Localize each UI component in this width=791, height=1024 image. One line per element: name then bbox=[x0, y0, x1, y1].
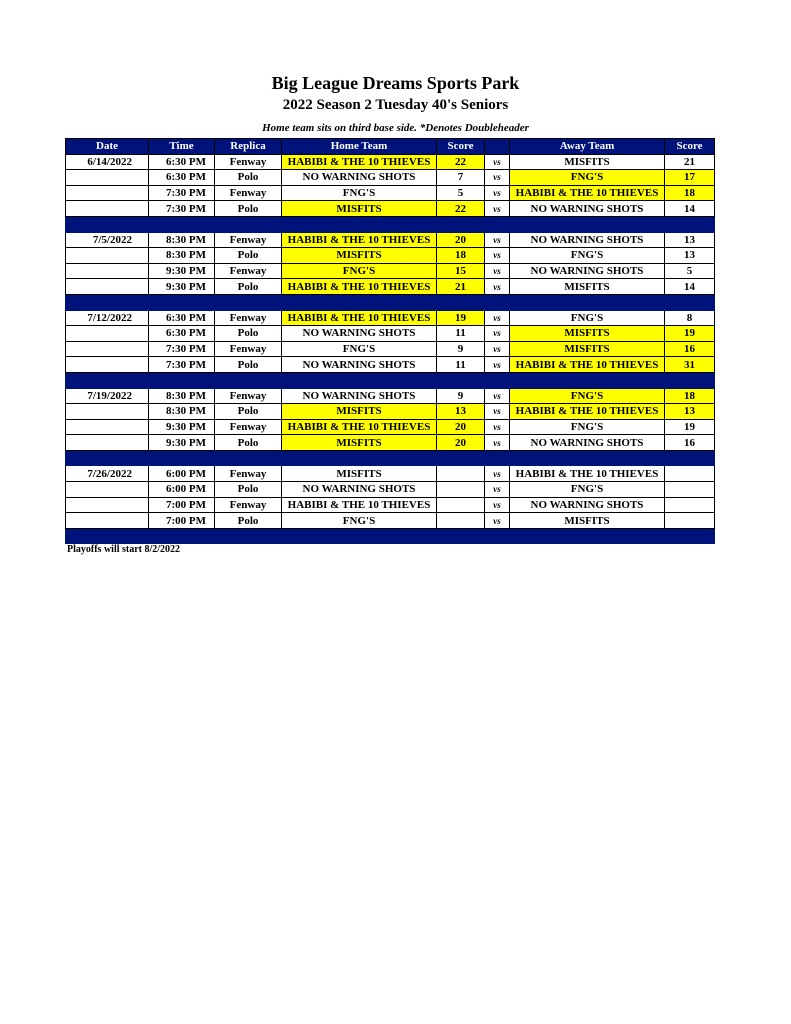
home-team: NO WARNING SHOTS bbox=[282, 170, 437, 186]
separator-cell bbox=[282, 372, 437, 388]
week-separator bbox=[66, 528, 715, 544]
game-time: 6:30 PM bbox=[149, 170, 215, 186]
away-score: 19 bbox=[665, 326, 715, 342]
game-time: 6:00 PM bbox=[149, 466, 215, 482]
game-replica: Polo bbox=[215, 482, 282, 498]
game-date-empty bbox=[66, 341, 149, 357]
home-score: 19 bbox=[437, 310, 485, 326]
separator-cell bbox=[485, 294, 510, 310]
home-team: NO WARNING SHOTS bbox=[282, 388, 437, 404]
away-team: FNG'S bbox=[510, 482, 665, 498]
separator-cell bbox=[510, 216, 665, 232]
away-score: 21 bbox=[665, 154, 715, 170]
game-row bbox=[66, 482, 715, 498]
home-score: 18 bbox=[437, 248, 485, 264]
home-score: 22 bbox=[437, 201, 485, 217]
game-replica: Fenway bbox=[215, 185, 282, 201]
home-team: MISFITS bbox=[282, 466, 437, 482]
game-replica: Polo bbox=[215, 435, 282, 451]
separator-cell bbox=[665, 294, 715, 310]
col-header-date: Date bbox=[66, 139, 149, 155]
game-time: 8:30 PM bbox=[149, 232, 215, 248]
separator-cell bbox=[510, 528, 665, 544]
vs-label: vs bbox=[485, 435, 510, 451]
separator-cell bbox=[66, 528, 149, 544]
away-team: MISFITS bbox=[510, 341, 665, 357]
schedule-table bbox=[65, 138, 715, 544]
home-team: MISFITS bbox=[282, 404, 437, 420]
col-header-time: Time bbox=[149, 139, 215, 155]
away-team: FNG'S bbox=[510, 388, 665, 404]
away-team: MISFITS bbox=[510, 326, 665, 342]
separator-cell bbox=[510, 372, 665, 388]
game-date-empty bbox=[66, 357, 149, 373]
home-team: MISFITS bbox=[282, 435, 437, 451]
game-time: 8:30 PM bbox=[149, 248, 215, 264]
header-row bbox=[66, 139, 715, 155]
game-time: 9:30 PM bbox=[149, 279, 215, 295]
col-header-home-team: Home Team bbox=[282, 139, 437, 155]
game-row bbox=[66, 201, 715, 217]
game-replica: Fenway bbox=[215, 466, 282, 482]
schedule-body bbox=[66, 154, 715, 544]
home-team: MISFITS bbox=[282, 248, 437, 264]
game-replica: Polo bbox=[215, 326, 282, 342]
separator-cell bbox=[510, 294, 665, 310]
game-replica: Polo bbox=[215, 357, 282, 373]
game-time: 8:30 PM bbox=[149, 388, 215, 404]
away-team: FNG'S bbox=[510, 248, 665, 264]
separator-cell bbox=[437, 216, 485, 232]
game-row bbox=[66, 466, 715, 482]
week-separator bbox=[66, 450, 715, 466]
home-score bbox=[437, 513, 485, 529]
vs-label: vs bbox=[485, 201, 510, 217]
game-date-empty bbox=[66, 185, 149, 201]
game-time: 6:30 PM bbox=[149, 154, 215, 170]
home-score: 9 bbox=[437, 388, 485, 404]
separator-cell bbox=[437, 528, 485, 544]
separator-cell bbox=[215, 294, 282, 310]
game-time: 9:30 PM bbox=[149, 435, 215, 451]
away-team: NO WARNING SHOTS bbox=[510, 263, 665, 279]
away-score: 5 bbox=[665, 263, 715, 279]
page-subtitle: 2022 Season 2 Tuesday 40's Seniors bbox=[282, 97, 509, 113]
separator-cell bbox=[282, 216, 437, 232]
game-row bbox=[66, 310, 715, 326]
home-score: 20 bbox=[437, 232, 485, 248]
away-team: FNG'S bbox=[510, 310, 665, 326]
game-time: 7:00 PM bbox=[149, 497, 215, 513]
game-row bbox=[66, 404, 715, 420]
home-team: HABIBI & THE 10 THIEVES bbox=[282, 232, 437, 248]
home-team: HABIBI & THE 10 THIEVES bbox=[282, 279, 437, 295]
separator-cell bbox=[215, 216, 282, 232]
game-row bbox=[66, 326, 715, 342]
col-header-away-score: Score bbox=[665, 139, 715, 155]
col-header-away-team: Away Team bbox=[510, 139, 665, 155]
game-date: 7/12/2022 bbox=[66, 310, 149, 326]
home-team: FNG'S bbox=[282, 341, 437, 357]
separator-cell bbox=[282, 294, 437, 310]
vs-label: vs bbox=[485, 357, 510, 373]
vs-label: vs bbox=[485, 341, 510, 357]
away-score: 8 bbox=[665, 310, 715, 326]
game-replica: Polo bbox=[215, 404, 282, 420]
separator-cell bbox=[149, 216, 215, 232]
game-time: 7:30 PM bbox=[149, 185, 215, 201]
game-replica: Polo bbox=[215, 513, 282, 529]
home-team: NO WARNING SHOTS bbox=[282, 482, 437, 498]
game-date-empty bbox=[66, 170, 149, 186]
game-time: 6:30 PM bbox=[149, 310, 215, 326]
separator-cell bbox=[149, 372, 215, 388]
away-score: 16 bbox=[665, 435, 715, 451]
week-separator bbox=[66, 216, 715, 232]
vs-label: vs bbox=[485, 232, 510, 248]
away-score: 18 bbox=[665, 388, 715, 404]
home-team: FNG'S bbox=[282, 513, 437, 529]
separator-cell bbox=[66, 294, 149, 310]
game-date: 7/5/2022 bbox=[66, 232, 149, 248]
separator-cell bbox=[485, 450, 510, 466]
separator-cell bbox=[215, 372, 282, 388]
separator-cell bbox=[485, 528, 510, 544]
col-header-vs bbox=[485, 139, 510, 155]
game-row bbox=[66, 419, 715, 435]
home-team: HABIBI & THE 10 THIEVES bbox=[282, 419, 437, 435]
game-replica: Polo bbox=[215, 201, 282, 217]
vs-label: vs bbox=[485, 248, 510, 264]
game-date-empty bbox=[66, 435, 149, 451]
away-team: FNG'S bbox=[510, 170, 665, 186]
separator-cell bbox=[66, 450, 149, 466]
away-team: NO WARNING SHOTS bbox=[510, 435, 665, 451]
game-row bbox=[66, 248, 715, 264]
home-score: 21 bbox=[437, 279, 485, 295]
separator-cell bbox=[437, 372, 485, 388]
away-score: 13 bbox=[665, 404, 715, 420]
away-score: 17 bbox=[665, 170, 715, 186]
separator-cell bbox=[665, 450, 715, 466]
game-replica: Fenway bbox=[215, 232, 282, 248]
separator-cell bbox=[510, 450, 665, 466]
game-date-empty bbox=[66, 513, 149, 529]
home-score bbox=[437, 497, 485, 513]
vs-label: vs bbox=[485, 388, 510, 404]
game-replica: Fenway bbox=[215, 419, 282, 435]
separator-cell bbox=[282, 528, 437, 544]
vs-label: vs bbox=[485, 185, 510, 201]
game-date: 6/14/2022 bbox=[66, 154, 149, 170]
vs-label: vs bbox=[485, 513, 510, 529]
game-row bbox=[66, 513, 715, 529]
game-replica: Fenway bbox=[215, 310, 282, 326]
home-score: 11 bbox=[437, 326, 485, 342]
schedule-note: Home team sits on third base side. *Denotes Doubleheader bbox=[262, 122, 529, 134]
separator-cell bbox=[215, 450, 282, 466]
vs-label: vs bbox=[485, 326, 510, 342]
game-date-empty bbox=[66, 404, 149, 420]
game-row bbox=[66, 154, 715, 170]
home-score: 5 bbox=[437, 185, 485, 201]
home-team: FNG'S bbox=[282, 263, 437, 279]
game-replica: Fenway bbox=[215, 497, 282, 513]
col-header-replica: Replica bbox=[215, 139, 282, 155]
game-date-empty bbox=[66, 201, 149, 217]
separator-cell bbox=[437, 294, 485, 310]
game-replica: Fenway bbox=[215, 263, 282, 279]
game-time: 8:30 PM bbox=[149, 404, 215, 420]
separator-cell bbox=[282, 450, 437, 466]
home-score: 20 bbox=[437, 435, 485, 451]
home-score: 22 bbox=[437, 154, 485, 170]
separator-cell bbox=[149, 294, 215, 310]
away-team: MISFITS bbox=[510, 279, 665, 295]
game-time: 7:30 PM bbox=[149, 357, 215, 373]
away-team: FNG'S bbox=[510, 419, 665, 435]
game-row bbox=[66, 185, 715, 201]
vs-label: vs bbox=[485, 419, 510, 435]
game-row bbox=[66, 497, 715, 513]
away-score bbox=[665, 513, 715, 529]
separator-cell bbox=[149, 450, 215, 466]
home-team: HABIBI & THE 10 THIEVES bbox=[282, 497, 437, 513]
vs-label: vs bbox=[485, 466, 510, 482]
game-date-empty bbox=[66, 248, 149, 264]
away-score: 14 bbox=[665, 279, 715, 295]
game-row bbox=[66, 263, 715, 279]
away-score bbox=[665, 497, 715, 513]
game-row bbox=[66, 357, 715, 373]
away-team: HABIBI & THE 10 THIEVES bbox=[510, 466, 665, 482]
away-team: HABIBI & THE 10 THIEVES bbox=[510, 185, 665, 201]
game-replica: Fenway bbox=[215, 388, 282, 404]
home-score bbox=[437, 466, 485, 482]
away-score bbox=[665, 466, 715, 482]
away-score: 13 bbox=[665, 248, 715, 264]
home-team: HABIBI & THE 10 THIEVES bbox=[282, 154, 437, 170]
vs-label: vs bbox=[485, 497, 510, 513]
game-row bbox=[66, 279, 715, 295]
away-team: NO WARNING SHOTS bbox=[510, 497, 665, 513]
week-separator bbox=[66, 372, 715, 388]
vs-label: vs bbox=[485, 170, 510, 186]
game-time: 7:00 PM bbox=[149, 513, 215, 529]
game-row bbox=[66, 232, 715, 248]
separator-cell bbox=[485, 216, 510, 232]
playoffs-note: Playoffs will start 8/2/2022 bbox=[67, 544, 181, 555]
game-time: 6:30 PM bbox=[149, 326, 215, 342]
game-replica: Polo bbox=[215, 170, 282, 186]
vs-label: vs bbox=[485, 154, 510, 170]
game-date-empty bbox=[66, 326, 149, 342]
separator-cell bbox=[149, 528, 215, 544]
game-time: 7:30 PM bbox=[149, 201, 215, 217]
vs-label: vs bbox=[485, 263, 510, 279]
game-row bbox=[66, 388, 715, 404]
separator-cell bbox=[215, 528, 282, 544]
game-time: 9:30 PM bbox=[149, 419, 215, 435]
vs-label: vs bbox=[485, 482, 510, 498]
game-date-empty bbox=[66, 263, 149, 279]
away-score bbox=[665, 482, 715, 498]
away-team: MISFITS bbox=[510, 513, 665, 529]
game-row bbox=[66, 435, 715, 451]
separator-cell bbox=[665, 372, 715, 388]
away-score: 19 bbox=[665, 419, 715, 435]
game-replica: Polo bbox=[215, 279, 282, 295]
home-score: 20 bbox=[437, 419, 485, 435]
home-team: NO WARNING SHOTS bbox=[282, 357, 437, 373]
separator-cell bbox=[66, 372, 149, 388]
home-score: 7 bbox=[437, 170, 485, 186]
separator-cell bbox=[66, 216, 149, 232]
away-score: 14 bbox=[665, 201, 715, 217]
away-score: 16 bbox=[665, 341, 715, 357]
vs-label: vs bbox=[485, 404, 510, 420]
game-replica: Polo bbox=[215, 248, 282, 264]
away-team: HABIBI & THE 10 THIEVES bbox=[510, 404, 665, 420]
home-score: 9 bbox=[437, 341, 485, 357]
game-date: 7/26/2022 bbox=[66, 466, 149, 482]
home-score bbox=[437, 482, 485, 498]
page-title: Big League Dreams Sports Park bbox=[271, 73, 520, 93]
home-score: 11 bbox=[437, 357, 485, 373]
away-team: NO WARNING SHOTS bbox=[510, 232, 665, 248]
game-time: 7:30 PM bbox=[149, 341, 215, 357]
game-date-empty bbox=[66, 419, 149, 435]
game-date-empty bbox=[66, 279, 149, 295]
game-replica: Fenway bbox=[215, 154, 282, 170]
away-team: HABIBI & THE 10 THIEVES bbox=[510, 357, 665, 373]
away-score: 31 bbox=[665, 357, 715, 373]
game-row bbox=[66, 170, 715, 186]
vs-label: vs bbox=[485, 310, 510, 326]
vs-label: vs bbox=[485, 279, 510, 295]
game-row bbox=[66, 341, 715, 357]
away-score: 13 bbox=[665, 232, 715, 248]
home-score: 15 bbox=[437, 263, 485, 279]
away-score: 18 bbox=[665, 185, 715, 201]
col-header-home-score: Score bbox=[437, 139, 485, 155]
away-team: NO WARNING SHOTS bbox=[510, 201, 665, 217]
away-team: MISFITS bbox=[510, 154, 665, 170]
home-team: MISFITS bbox=[282, 201, 437, 217]
separator-cell bbox=[665, 528, 715, 544]
separator-cell bbox=[665, 216, 715, 232]
home-team: HABIBI & THE 10 THIEVES bbox=[282, 310, 437, 326]
separator-cell bbox=[437, 450, 485, 466]
game-time: 9:30 PM bbox=[149, 263, 215, 279]
week-separator bbox=[66, 294, 715, 310]
home-team: FNG'S bbox=[282, 185, 437, 201]
separator-cell bbox=[485, 372, 510, 388]
home-score: 13 bbox=[437, 404, 485, 420]
game-time: 6:00 PM bbox=[149, 482, 215, 498]
game-date-empty bbox=[66, 482, 149, 498]
home-team: NO WARNING SHOTS bbox=[282, 326, 437, 342]
game-date: 7/19/2022 bbox=[66, 388, 149, 404]
game-replica: Fenway bbox=[215, 341, 282, 357]
game-date-empty bbox=[66, 497, 149, 513]
